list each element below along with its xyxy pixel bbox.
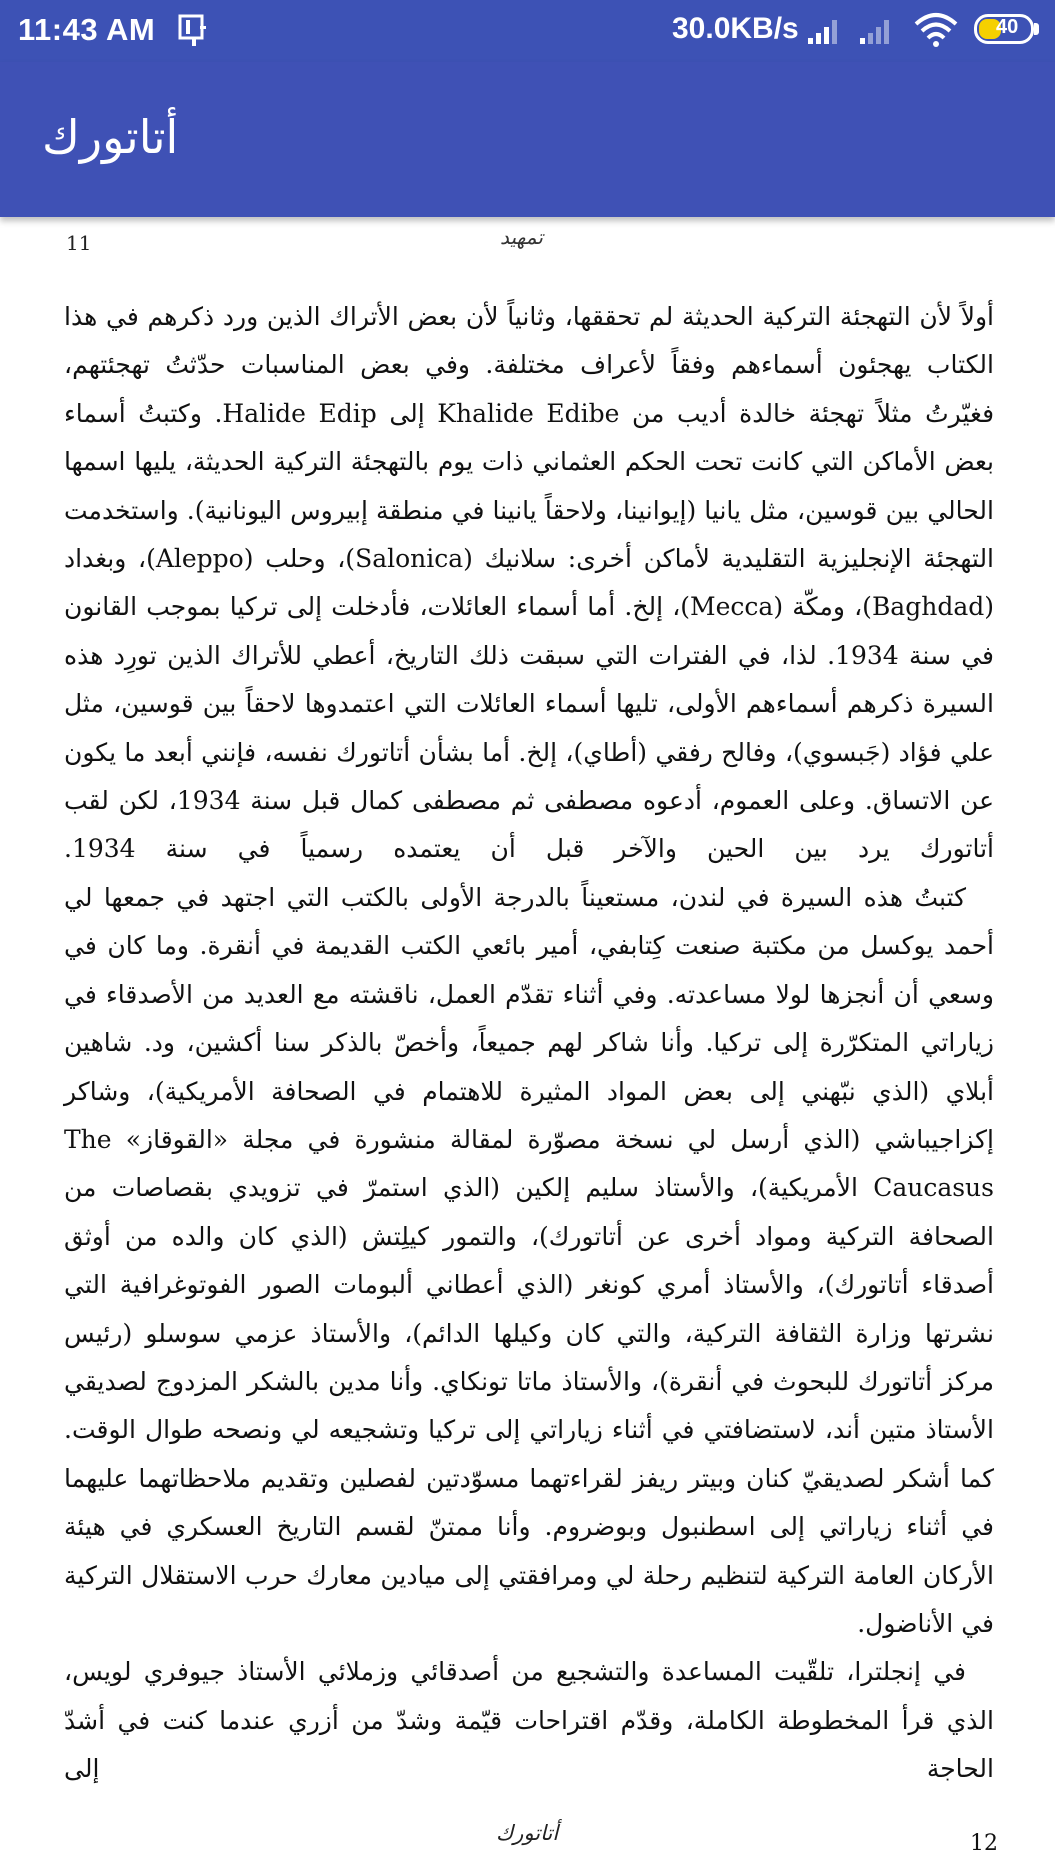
signal-icon bbox=[858, 16, 896, 46]
wifi-icon bbox=[914, 12, 958, 48]
app-title: أتاتورك bbox=[42, 110, 179, 164]
status-bar bbox=[0, 0, 1055, 62]
footer-title: أتاتورك bbox=[496, 1821, 559, 1845]
paragraph: كتبتُ هذه السيرة في لندن، مستعيناً بالدرجة الأولى بالكتب التي اجتهد في جمعها لي أحمد يوكسل من مكتبة صنعت كِتابفي، أمير بائعي الكتب القديمة في أنقرة. وما كان في وسعي أن أنجزها لولا مساعدته. وفي أثناء تقدّم العمل، ناقشته مع العديد من الأصدقاء في زياراتي المتكرّرة إلى تركيا. وأنا شاكر لهم جميعاً، وأخصّ بالذكر سنا أكشين، ود. شاهين أبلاي (الذي نبّهني إلى بعض المواد المثيرة للاهتمام في الصحافة الأمريكية)، وشاكر إكزاجيباشي (الذي أرسل لي نسخة مصوّرة لمقالة منشورة في مجلة «القوقاز» The Caucasus الأمريكية)، والأستاذ سليم إلكين (الذي استمرّ في تزويدي بقصاصات من الصحافة التركية ومواد أخرى عن أتاتورك)، والتمور كيلِتش (الذي كان والده من أوثق أصدقاء أتاتورك)، والأستاذ أمري كونغر (الذي أعطاني ألبومات الصور الفوتوغرافية التي نشرتها وزارة الثقافة التركية، والتي كان وكيلها الدائم)، والأستاذ عزمي سوسلو (رئيس مركز أتاتورك للبحوث في أنقرة)، والأستاذ ماتا تونكاي. وأنا مدين بالشكر المزدوج لصديقي الأستاذ متين أند، لاستضافتي في أثناء زياراتي إلى تركيا وتشجيعه لي ونصحه طوال الوقت. كما أشكر لصديقيّ كنان وبيتر ريفز لقراءتهما مسوّدتين لفصلين وتقديم ملاحظاتهما عليهما في أثناء زياراتي إلى اسطنبول وبوضروم. وأنا ممتنّ لقسم التاريخ العسكري في هيئة الأركان العامة التركية لتنظيم رحلة لي ومرافقتي إلى ميادين معارك حرب الاستقلال التركية في الأناضول. bbox=[64, 882, 994, 1638]
top-page-number: 11 bbox=[66, 231, 92, 255]
battery-icon bbox=[974, 14, 1044, 46]
running-head: تمهيد bbox=[500, 225, 543, 249]
app-toolbar bbox=[0, 62, 1055, 217]
network-speed: 30.0KB/s bbox=[672, 12, 799, 45]
book-page[interactable] bbox=[0, 217, 1055, 1876]
signal-icon bbox=[806, 16, 844, 46]
status-time: 11:43 AM bbox=[18, 12, 156, 47]
paragraph: في إنجلترا، تلقّيت المساعدة والتشجيع من أصدقائي وزملائي الأستاذ جيوفري لويس، الذي قرأ المخطوطة الكاملة، وقدّم اقتراحات قيّمة وشدّ من أزري عندما كنت في أشدّ الحاجة إلى bbox=[64, 1657, 994, 1784]
notification-icon bbox=[178, 14, 208, 48]
paragraph: أولاً لأن التهجئة التركية الحديثة لم تحققها، وثانياً لأن بعض الأتراك الذين ورد ذكرهم في هذا الكتاب يهجئون أسماءهم وفقاً لأعراف مختلفة. وفي بعض المناسبات حدّثتُ تهجئتهم، فغيّرتُ مثلاً تهجئة خالدة أديب من Khalide Edibe إلى Halide Edip. وكتبتُ أسماء بعض الأماكن التي كانت تحت الحكم العثماني ذات يوم بالتهجئة التركية الحديثة، يليها اسمها الحالي بين قوسين، مثل يانيا (إيوانينا، ولاحقاً يانينا في منطقة إبيروس اليونانية). واستخدمت التهجئة الإنجليزية التقليدية لأماكن أخرى: سلانيك (Salonica)، وحلب (Aleppo)، وبغداد (Baghdad)، ومكّة (Mecca)، إلخ. أما أسماء العائلات، فأدخلت إلى تركيا بموجب القانون في سنة 1934. لذا، في الفترات التي سبقت ذلك التاريخ، أعطي للأتراك الذين تورِد هذه السيرة ذكرهم أسماءهم الأولى، تليها أسماء العائلات التي اعتمدوها لاحقاً بين قوسين، مثل علي فؤاد (جَبسوي)، وفالح رفقي (أطاي)، إلخ. أما بشأن أتاتورك نفسه، فإنني أبعد ما يكون عن الاتساق. وعلى العموم، أدعوه مصطفى ثم مصطفى كمال قبل سنة 1934، لكن لقب أتاتورك يرد بين الحين والآخر قبل أن يعتمده رسمياً في سنة 1934. bbox=[64, 302, 995, 864]
battery-level: 40 bbox=[996, 16, 1019, 38]
bottom-page-number: 12 bbox=[970, 1831, 998, 1856]
body-text bbox=[64, 293, 994, 1794]
